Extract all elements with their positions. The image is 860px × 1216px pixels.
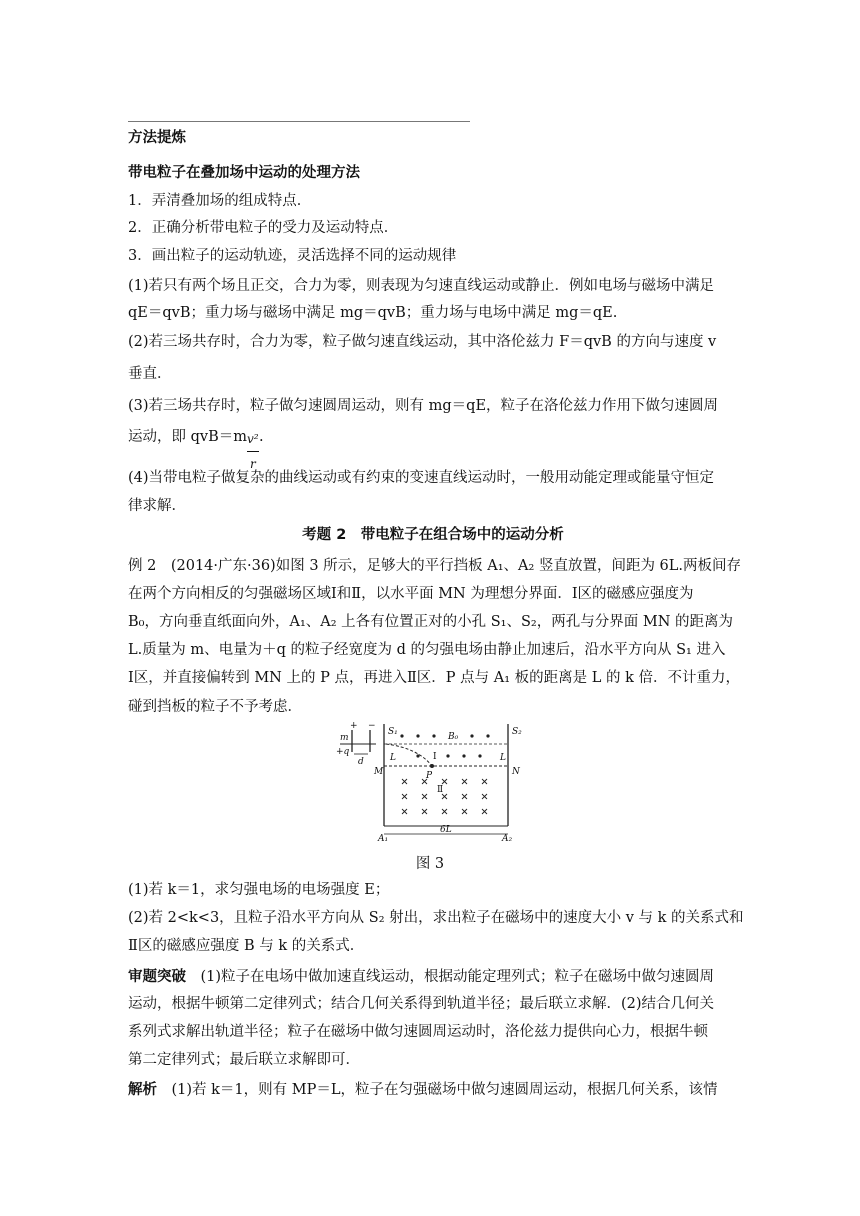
- example-line-1: 例 2 (2014·广东·36)如图 3 所示，足够大的平行挡板 A₁、A₂ 竖直放置，间距为 6L.两板间存: [128, 558, 742, 574]
- analysis-line-2: 运动，根据牛顿第二定律列式；结合几何关系得到轨道半径；最后联立求解．(2)结合几何关: [128, 996, 715, 1012]
- list-item-3: 3．画出粒子的运动轨迹，灵活选择不同的运动规律: [128, 248, 457, 264]
- region-2-crosses: [402, 779, 487, 814]
- section-subheading: 带电粒子在叠加场中运动的处理方法: [128, 165, 360, 181]
- list-item-2: 2．正确分析带电粒子的受力及运动特点．: [128, 220, 399, 236]
- example-line-3: B₀，方向垂直纸面向外，A₁、A₂ 上各有位置正对的小孔 S₁、S₂，两孔与分界面 MN 的距离为: [128, 614, 733, 630]
- solution-text-1: (1)若 k＝1，则有 MP＝L，粒子在匀强磁场中做匀速圆周运动，根据几何关系，该情: [171, 1082, 718, 1098]
- example-line-5: Ⅰ区，并直接偏转到 MN 上的 P 点，再进入Ⅱ区．P 点与 A₁ 板的距离是 L 的 k 倍．不计重力，: [128, 670, 741, 686]
- question-2-line-1: (2)若 2<k<3，且粒子沿水平方向从 S₂ 射出，求出粒子在磁场中的速度大小 v 与 k 的关系式和: [128, 910, 744, 926]
- fraction-bar: [247, 451, 259, 452]
- paragraph-3-end: .: [259, 429, 264, 445]
- analysis-line-1: [128, 967, 738, 987]
- example-line-6: 碰到挡板的粒子不予考虑．: [128, 699, 302, 715]
- analysis-label: 审题突破: [128, 969, 186, 985]
- label-region-1: Ⅰ: [433, 752, 437, 762]
- label-m: m: [340, 733, 349, 743]
- label-s2: S₂: [512, 727, 522, 737]
- fraction-numerator: v²: [247, 432, 259, 446]
- paragraph-1-line-2: qE＝qvB；重力场与磁场中满足 mg＝qvB；重力场与电场中满足 mg＝qE.: [128, 305, 618, 321]
- paragraph-4-line-1: (4)当带电粒子做复杂的曲线运动或有约束的变速直线运动时，一般用动能定理或能量守恒定: [128, 470, 715, 486]
- label-six-l: 6L: [440, 825, 452, 835]
- analysis-line-4: 第二定律列式；最后联立求解即可．: [128, 1052, 360, 1068]
- label-plus: +: [350, 722, 358, 731]
- section-heading: 方法提炼: [128, 130, 186, 146]
- label-p-point: P: [426, 771, 433, 781]
- question-2-line-2: Ⅱ区的磁感应强度 B 与 k 的关系式．: [128, 938, 365, 954]
- analysis-text-1: (1)粒子在电场中做加速直线运动，根据动能定理列式；粒子在磁场中做匀速圆周: [200, 969, 715, 985]
- figure-3-diagram: [336, 722, 532, 842]
- paragraph-2-line-1: (2)若三场共存时，合力为零，粒子做匀速直线运动，其中洛伦兹力 F＝qvB 的方向与速度 v: [128, 334, 717, 350]
- label-a2: A₂: [502, 834, 513, 842]
- label-b0: B₀: [448, 732, 459, 742]
- fraction-denominator: r: [250, 457, 256, 471]
- label-region-2: Ⅱ: [437, 785, 444, 795]
- paragraph-2-line-2: 垂直．: [128, 366, 172, 382]
- analysis-line-3: 系列式求解出轨道半径；粒子在磁场中做匀速圆周运动时，洛伦兹力提供向心力，根据牛顿: [128, 1024, 708, 1040]
- paragraph-3-line-2: [128, 427, 738, 471]
- label-n-point: N: [512, 767, 520, 777]
- paragraph-1-line-1: (1)若只有两个场且正交，合力为零，则表现为匀速直线运动或静止．例如电场与磁场中满足: [128, 278, 715, 294]
- example-line-2: 在两个方向相反的匀强磁场区域Ⅰ和Ⅱ，以水平面 MN 为理想分界面．Ⅰ区的磁感应强度为: [128, 586, 694, 602]
- label-minus: −: [368, 722, 376, 731]
- question-1: (1)若 k＝1，求匀强电场的电场强度 E；: [128, 882, 390, 898]
- example-line-4: L.质量为 m、电量为＋q 的粒子经宽度为 d 的匀强电场由静止加速后，沿水平方向从 S₁ 进入: [128, 642, 726, 658]
- topic-title: 考题 2 带电粒子在组合场中的运动分析: [302, 527, 564, 543]
- list-item-1: 1．弄清叠加场的组成特点．: [128, 193, 312, 209]
- region-1-dots: [400, 734, 489, 768]
- top-divider: [128, 121, 470, 122]
- paragraph-3-text: 运动，即 qvB＝m: [128, 429, 247, 445]
- solution-line-1: [128, 1080, 738, 1100]
- label-d: d: [358, 757, 364, 767]
- paragraph-4-line-2: 律求解．: [128, 498, 186, 514]
- paragraph-3-line-1: (3)若三场共存时，粒子做匀速圆周运动，则有 mg＝qE，粒子在洛伦兹力作用下做匀速圆周: [128, 398, 719, 414]
- label-l-right: L: [500, 753, 506, 763]
- figure-caption: 图 3: [415, 856, 445, 872]
- label-m-point: M: [374, 767, 384, 777]
- solution-label: 解析: [128, 1082, 157, 1098]
- label-q: +q: [336, 747, 350, 757]
- label-a1: A₁: [378, 834, 389, 842]
- label-l-left: L: [390, 753, 396, 763]
- label-s1: S₁: [388, 727, 398, 737]
